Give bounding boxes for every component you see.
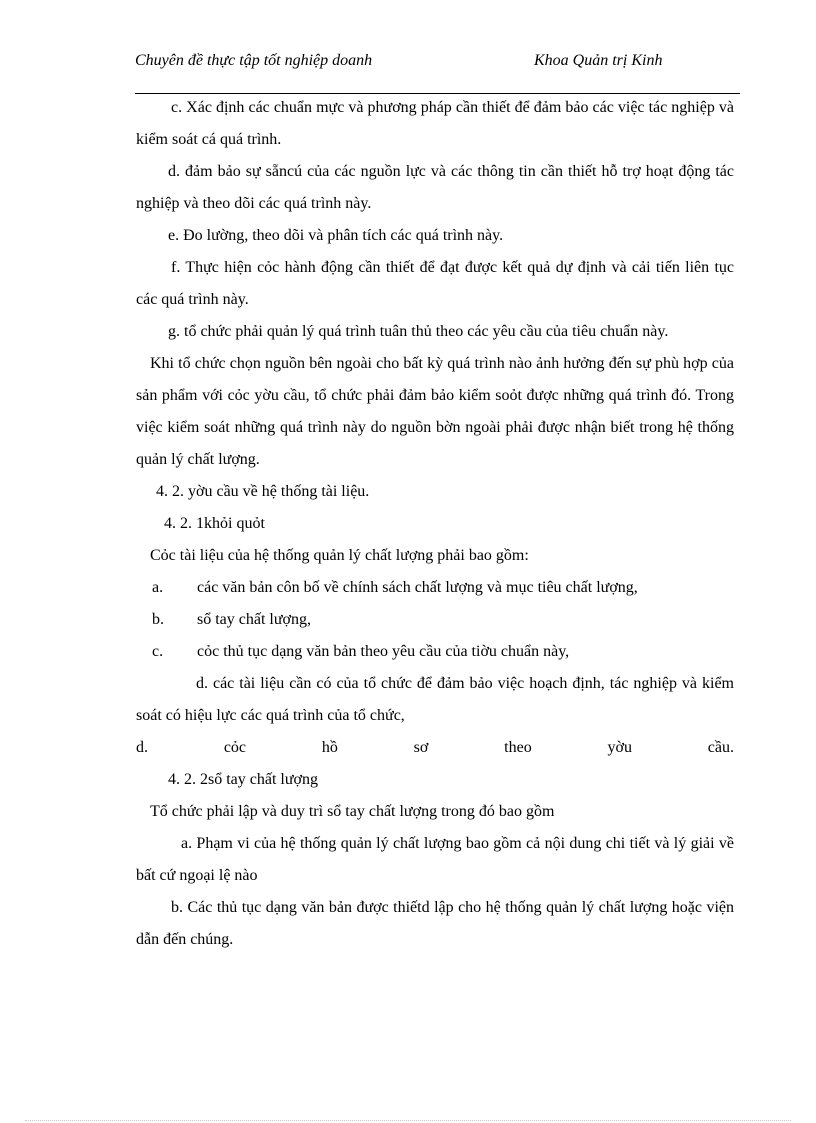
word: d.: [136, 739, 148, 756]
paragraph-manual-a: a. Phạm vi của hệ thống quản lý chất lượng bao gồm cả nội dung chi tiết và lý giải về bất cứ ngoại lệ nào: [136, 835, 734, 884]
list-marker: b.: [152, 611, 164, 628]
paragraph-e: e. Đo lường, theo dõi và phân tích các quá trình này.: [168, 227, 504, 244]
list-item: [136, 604, 734, 636]
word: hồ: [321, 739, 338, 756]
paragraph-f: f. Thực hiện cỏc hành động cần thiết để đạt được kết quả dự định và cải tiến liên tục các quá trình này.: [136, 259, 734, 308]
word: sơ: [413, 739, 429, 756]
item-d2-line: [136, 732, 734, 764]
list-marker: c.: [152, 643, 164, 660]
header-left-title: Chuyên đề thực tập tốt nghiệp doanh: [135, 52, 373, 69]
heading-4-2-1: 4. 2. 1khỏi quỏt: [164, 515, 265, 532]
paragraph-outsource: Khi tổ chức chọn nguồn bên ngoài cho bất kỳ quá trình nào ảnh hưởng đến sự phù hợp của sản phẩm với cỏc yờu cầu, tổ chức phải đảm bảo kiểm soỏt được những quá trình đó. Trong việc kiểm soát những quá trình này do nguồn bờn ngoài phải được nhận biết trong hệ thống quản lý chất lượng.: [136, 355, 734, 468]
page-bottom-border: [25, 1120, 791, 1121]
word: theo: [504, 739, 532, 756]
header-right-title: Khoa Quản trị Kinh: [534, 52, 663, 69]
list-text: cỏc thủ tục dạng văn bản theo yêu cầu của tiờu chuẩn này,: [197, 643, 570, 660]
paragraph-c: c. Xác định các chuẩn mực và phương pháp cần thiết để đảm bảo các việc tác nghiệp và kiểm soát cá quá trình.: [136, 99, 734, 148]
word: yờu: [607, 739, 632, 756]
document-body: [136, 92, 734, 956]
word: cầu.: [707, 739, 734, 756]
heading-4-2-2: 4. 2. 2sổ tay chất lượng: [168, 771, 318, 788]
list-marker: a.: [152, 579, 164, 596]
paragraph-manual-intro: Tổ chức phải lập và duy trì sổ tay chất lượng trong đó bao gồm: [150, 803, 555, 820]
paragraph-g: g. tổ chức phải quản lý quá trình tuân thủ theo các yêu cầu của tiêu chuẩn này.: [168, 323, 669, 340]
list-text: các văn bản côn bố về chính sách chất lượng và mục tiêu chất lượng,: [197, 579, 638, 596]
word: cỏc: [223, 739, 247, 756]
heading-4-2: 4. 2. yờu cầu về hệ thống tài liệu.: [156, 483, 370, 500]
list-item: [136, 636, 734, 668]
paragraph-item-d1: d. các tài liệu cần có của tổ chức để đảm bảo việc hoạch định, tác nghiệp và kiểm soát có hiệu lực các quá trình của tổ chức,: [136, 675, 734, 724]
paragraph-docs-intro: Cỏc tài liệu của hệ thống quản lý chất lượng phải bao gồm:: [150, 547, 529, 564]
list-item: [136, 572, 734, 604]
page-header: [135, 50, 740, 92]
paragraph-manual-b: b. Các thủ tục dạng văn bản được thiếtd lập cho hệ thống quản lý chất lượng hoặc viện dẫn đến chúng.: [136, 899, 734, 948]
paragraph-d: d. đảm bảo sự sẵncú của các nguồn lực và các thông tin cần thiết hỗ trợ hoạt động tác nghiệp và theo dõi các quá trình này.: [136, 163, 734, 212]
list-text: sổ tay chất lượng,: [197, 611, 311, 628]
